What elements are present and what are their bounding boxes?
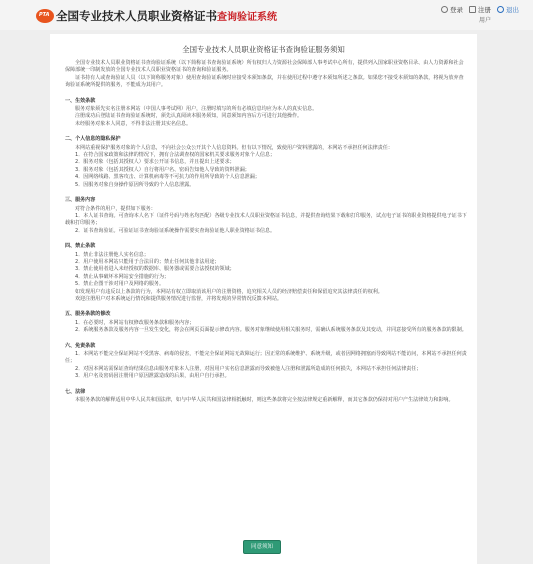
- section-item: 2．对因本网站需保证查询结果信息由服务对象本人注册，对因用户实名信息泄露而导致被他人注册和泄露所造成的任何损失，本网站不承担任何法律责任；: [75, 365, 422, 372]
- section-item: 1．在符合国家政策和法律的情况下，拥有合法调查权的国家机关要求服务对象个人信息；: [75, 152, 276, 159]
- register-link-label: 注册: [478, 6, 491, 14]
- intro-paragraph: 证书持有人或查询验证人员（以下简称服务对象）使用查询验证系统时应接受本须知条款，并在使用过程中遵守本须知所述之条款。如果您不接受本须知的条款，将视为放弃查询验证系统所提供的服务，不能成为其用户。: [65, 74, 464, 89]
- section-item: 服务对象须先实名注册本网站（中国人事考试网）用户，注册时填写的所有必填信息均应为本人的真实信息。: [75, 106, 318, 113]
- section-item: 1．本人证书查询。可查询本人名下（证件号码与姓名均匹配）各级专业技术人员职业资格证书信息，并提供查询结果下载和打印服务，试点电子证书的职业资格提供电子证书下载和打印服务；: [65, 212, 467, 227]
- site-subtitle: 查询验证系统: [217, 12, 277, 23]
- section-item: 2．服务对象（包括其授权人）要求公开证书信息，并且提出上述要求；: [75, 159, 235, 166]
- power-icon: [497, 6, 504, 13]
- section-item: 2．系统服务条款及服务内容一旦发生变化，将会在网页页面提示修改内容。服务对象继续使用相关服务时，需确认系统服务条款及其变动，并同意接受所有的服务条款的限制。: [75, 327, 467, 334]
- login-link[interactable]: [441, 5, 463, 14]
- section-item: 对符合条件的用户，提供如下服务：: [75, 205, 156, 212]
- logout-label: 退出: [506, 6, 519, 14]
- section-heading: 三、服务内容: [65, 197, 96, 204]
- section-item: 5．禁止企图干涉对用户及网络的服务。: [75, 281, 165, 288]
- section-item: 如发现用户有违反以上条款的行为，本网站有权立即取消该用户的注册资格，追究相关人员的经济赔偿责任和保留追究其法律责任的权利。: [75, 288, 383, 295]
- section-item: 2．证书查询验证。可验证证书查询验证系统操作需要实查询验证他人职业资格证书信息。: [75, 227, 276, 234]
- section-item: 1．在必要时，本网站有权修改服务条款和服务内容；: [75, 319, 195, 326]
- agree-button[interactable]: 同意须知: [243, 540, 281, 554]
- section-item: 欢迎注册用户对本系统运行情况和提供服务情况进行监督，并将发现的异常情况反馈本网站。: [75, 295, 282, 302]
- logo-text: PTA: [39, 12, 50, 18]
- section-item: 本服务条款的解释适用中华人民共和国法律，如与中华人民共和国法律相抵触时，则这些条款将完全按法律规定重新解释，而其它条款仍保持对用户产生法律效力和影响。: [75, 397, 454, 404]
- section-item: 注册成功后登陆证书查询验证系统时，须先认真阅读本服务须知，同意须知内容后方可进行其他操作。: [75, 113, 303, 120]
- terms-body: [65, 60, 467, 404]
- section-item: 本网站重视保护服务对象的个人信息，不向社会公众公开其个人信息资料。但有以下情况，致使用户资料泄露的，本网站不承担任何法律责任：: [75, 144, 393, 151]
- section-heading: 四、禁止条款: [65, 243, 96, 250]
- section-item: 3．禁止使用者进入未经授权的数据库、服务器或需要合法授权的领域；: [75, 266, 235, 273]
- section-heading: 七、法律: [65, 388, 86, 395]
- register-link[interactable]: [469, 5, 491, 14]
- top-header-bar: [0, 0, 533, 30]
- user-name: 用户: [478, 17, 491, 24]
- user-icon: [441, 6, 448, 13]
- section-heading: 五、服务条款的修改: [65, 311, 111, 318]
- doc-title: 全国专业技术人员职业资格证书查询验证服务须知: [182, 45, 345, 54]
- site-title: [56, 8, 277, 24]
- terms-panel: [50, 34, 477, 564]
- site-title-main: 全国专业技术人员职业资格证书: [56, 9, 217, 23]
- section-item: 3．服务对象（包括其授权人）自行将用户名、密码告知他人导致的资料泄漏；: [75, 166, 250, 173]
- document-icon: [469, 6, 476, 13]
- sections: [65, 98, 467, 405]
- section-item: 5．因服务对象自身操作原因所导致的个人信息泄露。: [75, 181, 195, 188]
- section-item: 1．本网站不能完全保证网站不受黑客、病毒的侵害，不能完全保证网站无故障运行；因正常的系统维护、系统升级，或者因网络拥塞而导致网站不能访问，本网站不承担任何责任；: [65, 351, 467, 365]
- section-item: 4．禁止从事破坏本网站安全措施的行为；: [75, 273, 170, 280]
- user-area: [441, 5, 519, 14]
- section-heading: 六、免责条款: [65, 342, 96, 349]
- section-heading: 一、生效条款: [65, 97, 96, 104]
- section-item: 1．禁止非法注册他人实名信息；: [75, 251, 149, 258]
- section-heading: 二、个人信息的隐私保护: [65, 136, 121, 143]
- section-item: 4．因网络线路、黑客攻击、计算机病毒等不可抗力的作用所导致的个人信息泄漏；: [75, 174, 260, 181]
- section-item: 2．用户使用本网站只能用于合法目的；禁止任何其他非法用途；: [75, 258, 220, 265]
- section-item: 3．用户名及密码因注册用户原因泄露造成的后果，由用户自行承担。: [75, 373, 230, 380]
- logout-link[interactable]: [497, 5, 519, 14]
- login-link-label: 登录: [450, 6, 463, 14]
- intro-paragraph: 全国专业技术人员职业资格证书查询验证系统（以下简称证书查询验证系统）所有权归人力资源社会保障部人事考试中心所有，提供列入国家职业资格目录、由人力资源和社会保障部统一印制发放的全国专业技术人员职业资格证书的查询和验证服务。: [65, 60, 464, 74]
- section-item: 未经服务对象本人同意，不得非法注册其实名信息。: [75, 120, 192, 127]
